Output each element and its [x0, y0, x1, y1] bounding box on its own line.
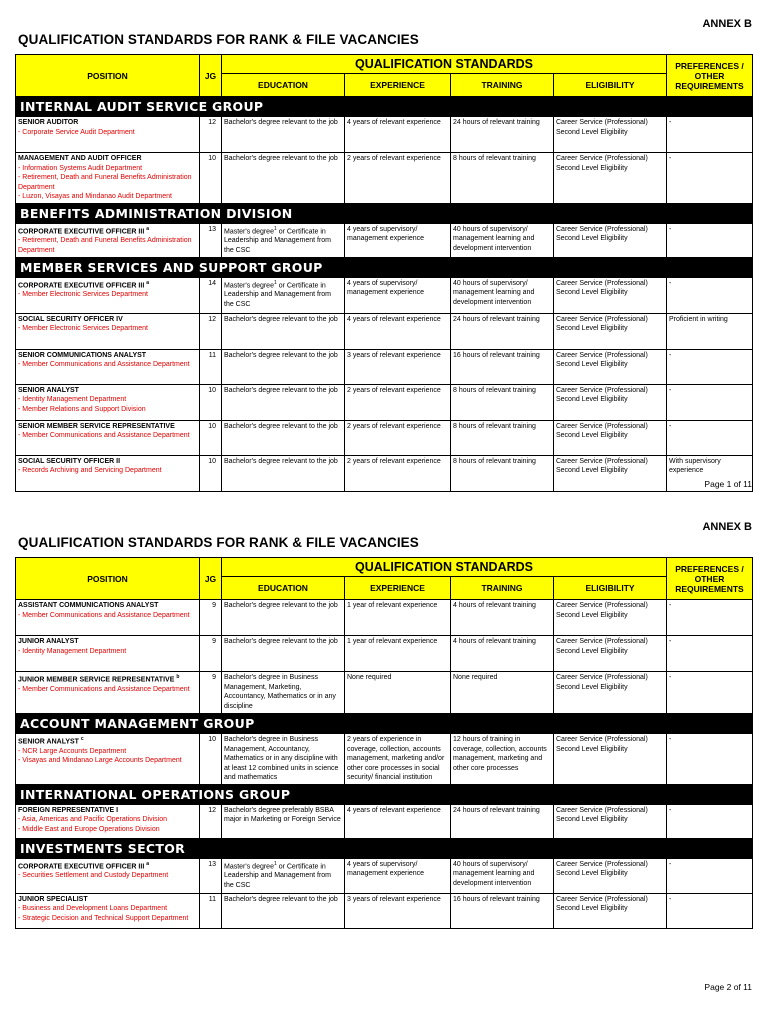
experience-cell: 1 year of relevant experience: [345, 636, 451, 672]
education-text: Bachelor's degree relevant to the job: [224, 386, 338, 394]
department-unit: - Asia, Americas and Pacific Operations Division: [18, 816, 168, 823]
department-unit: - Securities Settlement and Custody Department: [18, 872, 169, 880]
education-text-rest: or Certificate in Leadership and Management from the CSC: [224, 281, 332, 308]
department-unit: - Records Archiving and Servicing Department: [18, 467, 162, 474]
training-cell: 16 hours of relevant training: [451, 893, 554, 928]
position-title: [18, 673, 197, 685]
education-cell: [222, 804, 345, 838]
training-cell: 24 hours of relevant training: [451, 804, 554, 838]
table-row: [16, 636, 753, 672]
table-row: [16, 117, 753, 153]
header-qualification-standards: QUALIFICATION STANDARDS: [222, 558, 667, 577]
position-cell: [16, 636, 200, 672]
position-title-text: FOREIGN REPRESENTATIVE I: [18, 806, 119, 814]
eligibility-cell: Career Service (Professional) Second Level Eligibility: [554, 600, 667, 636]
education-text: Bachelor's degree relevant to the job: [224, 895, 338, 903]
position-title-text: CORPORATE EXECUTIVE OFFICER III: [18, 281, 145, 289]
position-title: [18, 806, 197, 816]
position-title: [18, 895, 197, 905]
header-preferences: PREFERENCES / OTHER REQUIREMENTS: [667, 55, 753, 97]
preferences-cell: -: [667, 384, 753, 420]
eligibility-cell: Career Service (Professional) Second Level Eligibility: [554, 636, 667, 672]
header-qualification-standards: QUALIFICATION STANDARDS: [222, 55, 667, 74]
education-text: Bachelor's degree relevant to the job: [224, 119, 338, 126]
table-row: [16, 153, 753, 204]
table-row: [16, 384, 753, 420]
eligibility-cell: Career Service (Professional) Second Level Eligibility: [554, 313, 667, 349]
page-title: QUALIFICATION STANDARDS FOR RANK & FILE VACANCIES: [18, 535, 419, 550]
position-cell: [16, 455, 200, 491]
education-text: Bachelor's degree in Business Management, Accountancy, Mathematics or in any discipline with at least 12 combined units in science and mathematics: [224, 736, 339, 781]
department-unit: - Member Communications and Assistance Department: [18, 685, 190, 693]
eligibility-cell: Career Service (Professional) Second Level Eligibility: [554, 277, 667, 313]
position-title-text: SENIOR MEMBER SERVICE REPRESENTATIVE: [18, 422, 175, 430]
preferences-cell: -: [667, 153, 753, 204]
training-cell: 4 hours of relevant training: [451, 636, 554, 672]
education-footnote-mark: 1: [273, 225, 277, 232]
education-text: Master's degree: [224, 227, 274, 235]
experience-cell: 4 years of relevant experience: [345, 117, 451, 153]
eligibility-cell: Career Service (Professional) Second Level Eligibility: [554, 455, 667, 491]
jg-cell: 10: [200, 455, 222, 491]
header-experience: EXPERIENCE: [345, 577, 451, 600]
table-row: [16, 893, 753, 928]
position-title-text: SOCIAL SECURITY OFFICER IV: [18, 315, 123, 323]
position-title: [18, 351, 197, 361]
group-name: ACCOUNT MANAGEMENT GROUP: [16, 714, 753, 734]
experience-cell: 2 years of experience in coverage, collection, accounts management, marketing and/or other core processes in social security/ financial institution: [345, 734, 451, 785]
position-cell: [16, 858, 200, 893]
header-position: POSITION: [16, 55, 200, 97]
position-title-text: JUNIOR MEMBER SERVICE REPRESENTATIVE: [18, 676, 175, 684]
position-title: [18, 386, 197, 396]
position-footnote-mark: a: [146, 279, 150, 286]
position-title-text: SENIOR ANALYST: [18, 386, 79, 394]
table-row: [16, 734, 753, 785]
position-title: [18, 315, 197, 325]
position-title-text: MANAGEMENT AND AUDIT OFFICER: [18, 155, 142, 162]
education-text-rest: or Certificate in Leadership and Management from the CSC: [224, 862, 332, 889]
education-cell: [222, 734, 345, 785]
jg-cell: 12: [200, 804, 222, 838]
training-cell: 8 hours of relevant training: [451, 153, 554, 204]
experience-cell: 2 years of relevant experience: [345, 384, 451, 420]
position-cell: [16, 600, 200, 636]
education-text-rest: or Certificate in Leadership and Management from the CSC: [224, 227, 332, 254]
training-cell: 24 hours of relevant training: [451, 313, 554, 349]
page-number: Page 1 of 11: [704, 479, 752, 489]
header-training: TRAINING: [451, 577, 554, 600]
jg-cell: 9: [200, 672, 222, 714]
education-text: Master's degree: [224, 281, 274, 289]
header-preferences: PREFERENCES / OTHER REQUIREMENTS: [667, 558, 753, 600]
position-title: [18, 118, 197, 128]
experience-cell: 4 years of supervisory/ management experience: [345, 277, 451, 313]
page-number: Page 2 of 11: [704, 982, 752, 992]
training-cell: 24 hours of relevant training: [451, 117, 554, 153]
eligibility-cell: Career Service (Professional) Second Level Eligibility: [554, 420, 667, 455]
position-cell: [16, 672, 200, 714]
group-header-row: [16, 257, 753, 277]
experience-cell: 4 years of supervisory/ management experience: [345, 223, 451, 257]
experience-cell: None required: [345, 672, 451, 714]
eligibility-cell: Career Service (Professional) Second Level Eligibility: [554, 349, 667, 384]
annex-label: ANNEX B: [702, 18, 752, 30]
department-unit: - Member Electronic Services Department: [18, 325, 148, 332]
position-cell: [16, 277, 200, 313]
document-page: [0, 503, 768, 1006]
preferences-cell: -: [667, 349, 753, 384]
department-unit: - Retirement, Death and Funeral Benefits Administration Department: [18, 174, 192, 191]
group-header-row: [16, 714, 753, 734]
header-jg: JG: [200, 55, 222, 97]
education-footnote-mark: 1: [273, 279, 277, 286]
position-title: [18, 457, 197, 467]
training-cell: 40 hours of supervisory/ management learning and development intervention: [451, 277, 554, 313]
education-cell: [222, 420, 345, 455]
group-name: MEMBER SERVICES AND SUPPORT GROUP: [16, 257, 753, 277]
table-row: [16, 455, 753, 491]
jg-cell: 13: [200, 223, 222, 257]
jg-cell: 11: [200, 893, 222, 928]
education-text: Bachelor's degree relevant to the job: [224, 155, 338, 162]
jg-cell: 9: [200, 636, 222, 672]
experience-cell: 1 year of relevant experience: [345, 600, 451, 636]
department-unit: - Member Relations and Support Division: [18, 405, 146, 413]
eligibility-cell: Career Service (Professional) Second Level Eligibility: [554, 893, 667, 928]
department-unit: - Information Systems Audit Department: [18, 164, 143, 172]
position-cell: [16, 734, 200, 785]
department-unit: - Retirement, Death and Funeral Benefits Administration Department: [18, 237, 192, 254]
jg-cell: 12: [200, 313, 222, 349]
education-cell: [222, 349, 345, 384]
table-row: [16, 858, 753, 893]
header-education: EDUCATION: [222, 74, 345, 97]
header-jg: JG: [200, 558, 222, 600]
education-text: Master's degree: [224, 862, 274, 870]
department-unit: - Identity Management Department: [18, 396, 127, 403]
jg-cell: 10: [200, 384, 222, 420]
education-text: Bachelor's degree relevant to the job: [224, 638, 338, 645]
position-cell: [16, 313, 200, 349]
preferences-cell: -: [667, 672, 753, 714]
position-footnote-mark: a: [146, 225, 150, 232]
department-unit: - Middle East and Europe Operations Division: [18, 825, 160, 833]
department-unit: - Business and Development Loans Department: [18, 905, 168, 912]
eligibility-cell: Career Service (Professional) Second Level Eligibility: [554, 384, 667, 420]
position-title-text: SENIOR COMMUNICATIONS ANALYST: [18, 351, 147, 359]
preferences-cell: -: [667, 734, 753, 785]
education-cell: [222, 600, 345, 636]
group-header-row: [16, 97, 753, 117]
position-footnote-mark: b: [176, 674, 180, 680]
document-page: [0, 0, 768, 503]
preferences-cell: -: [667, 600, 753, 636]
education-cell: [222, 672, 345, 714]
preferences-cell: -: [667, 858, 753, 893]
department-unit: - Strategic Decision and Technical Support Department: [18, 914, 189, 922]
group-header-row: [16, 203, 753, 223]
group-name: BENEFITS ADMINISTRATION DIVISION: [16, 203, 753, 223]
jg-cell: 10: [200, 734, 222, 785]
training-cell: 12 hours of training in coverage, collection, accounts management, marketing and other core processes: [451, 734, 554, 785]
position-title: [18, 735, 197, 747]
department-unit: - Member Communications and Assistance Department: [18, 611, 190, 619]
position-title: [18, 637, 197, 647]
preferences-cell: -: [667, 636, 753, 672]
position-footnote-mark: c: [80, 736, 84, 742]
qualification-table: [15, 54, 753, 492]
experience-cell: 2 years of relevant experience: [345, 420, 451, 455]
education-cell: [222, 455, 345, 491]
education-text: Bachelor's degree relevant to the job: [224, 602, 338, 609]
group-name: INTERNATIONAL OPERATIONS GROUP: [16, 784, 753, 804]
department-unit: - Member Communications and Assistance Department: [18, 432, 190, 439]
training-cell: 8 hours of relevant training: [451, 420, 554, 455]
table-row: [16, 349, 753, 384]
department-unit: - Visayas and Mindanao Large Accounts Department: [18, 757, 182, 765]
position-title: [18, 422, 197, 432]
department-unit: - Luzon, Visayas and Mindanao Audit Department: [18, 193, 172, 200]
education-text: Bachelor's degree relevant to the job: [224, 351, 338, 359]
qualification-table: [15, 557, 753, 929]
training-cell: 8 hours of relevant training: [451, 455, 554, 491]
position-title-text: JUNIOR SPECIALIST: [18, 895, 88, 903]
department-unit: - Member Communications and Assistance Department: [18, 361, 190, 368]
experience-cell: 2 years of relevant experience: [345, 455, 451, 491]
department-unit: - Identity Management Department: [18, 647, 127, 655]
table-row: [16, 223, 753, 257]
eligibility-cell: Career Service (Professional) Second Level Eligibility: [554, 858, 667, 893]
table-row: [16, 277, 753, 313]
jg-cell: 11: [200, 349, 222, 384]
header-education: EDUCATION: [222, 577, 345, 600]
training-cell: 8 hours of relevant training: [451, 384, 554, 420]
table-row: [16, 600, 753, 636]
position-title-text: SENIOR AUDITOR: [18, 119, 79, 126]
position-title-text: CORPORATE EXECUTIVE OFFICER III: [18, 862, 145, 870]
jg-cell: 13: [200, 858, 222, 893]
position-title: [18, 154, 197, 164]
position-cell: [16, 349, 200, 384]
position-title: [18, 225, 197, 237]
education-cell: [222, 893, 345, 928]
position-cell: [16, 117, 200, 153]
table-row: [16, 313, 753, 349]
jg-cell: 12: [200, 117, 222, 153]
experience-cell: 4 years of relevant experience: [345, 804, 451, 838]
training-cell: None required: [451, 672, 554, 714]
education-cell: [222, 636, 345, 672]
education-cell: [222, 384, 345, 420]
position-cell: [16, 223, 200, 257]
header-eligibility: ELIGIBILITY: [554, 577, 667, 600]
education-cell: [222, 223, 345, 257]
experience-cell: 3 years of relevant experience: [345, 893, 451, 928]
header-position: POSITION: [16, 558, 200, 600]
position-title-text: JUNIOR ANALYST: [18, 638, 79, 645]
education-footnote-mark: 1: [273, 860, 277, 867]
training-cell: 40 hours of supervisory/ management learning and development intervention: [451, 223, 554, 257]
experience-cell: 4 years of relevant experience: [345, 313, 451, 349]
position-cell: [16, 804, 200, 838]
education-cell: [222, 117, 345, 153]
group-header-row: [16, 838, 753, 858]
page-title: QUALIFICATION STANDARDS FOR RANK & FILE VACANCIES: [18, 32, 419, 47]
position-title-text: SENIOR ANALYST: [18, 738, 79, 746]
header-row: [16, 55, 753, 74]
education-text: Bachelor's degree relevant to the job: [224, 457, 338, 465]
eligibility-cell: Career Service (Professional) Second Level Eligibility: [554, 153, 667, 204]
training-cell: 40 hours of supervisory/ management learning and development intervention: [451, 858, 554, 893]
education-text: Bachelor's degree in Business Management, Marketing, Accountancy, Mathematics or in any discipline: [224, 674, 336, 710]
position-cell: [16, 420, 200, 455]
preferences-cell: -: [667, 223, 753, 257]
eligibility-cell: Career Service (Professional) Second Level Eligibility: [554, 734, 667, 785]
header-row: [16, 558, 753, 577]
position-title: [18, 279, 197, 291]
eligibility-cell: Career Service (Professional) Second Level Eligibility: [554, 672, 667, 714]
jg-cell: 10: [200, 153, 222, 204]
education-cell: [222, 858, 345, 893]
education-text: Bachelor's degree relevant to the job: [224, 422, 338, 430]
group-name: INVESTMENTS SECTOR: [16, 838, 753, 858]
table-row: [16, 420, 753, 455]
annex-label: ANNEX B: [702, 521, 752, 533]
preferences-cell: -: [667, 117, 753, 153]
department-unit: - Member Electronic Services Department: [18, 291, 148, 299]
eligibility-cell: Career Service (Professional) Second Level Eligibility: [554, 804, 667, 838]
jg-cell: 10: [200, 420, 222, 455]
position-title: [18, 860, 197, 872]
training-cell: 4 hours of relevant training: [451, 600, 554, 636]
training-cell: 16 hours of relevant training: [451, 349, 554, 384]
preferences-cell: With supervisory experience: [667, 455, 753, 491]
position-cell: [16, 893, 200, 928]
table-row: [16, 804, 753, 838]
position-title: [18, 601, 197, 611]
education-cell: [222, 313, 345, 349]
eligibility-cell: Career Service (Professional) Second Level Eligibility: [554, 117, 667, 153]
experience-cell: 2 years of relevant experience: [345, 153, 451, 204]
education-cell: [222, 153, 345, 204]
preferences-cell: -: [667, 893, 753, 928]
education-cell: [222, 277, 345, 313]
eligibility-cell: Career Service (Professional) Second Level Eligibility: [554, 223, 667, 257]
education-text: Bachelor's degree relevant to the job: [224, 315, 338, 323]
jg-cell: 14: [200, 277, 222, 313]
header-eligibility: ELIGIBILITY: [554, 74, 667, 97]
table-row: [16, 672, 753, 714]
position-cell: [16, 153, 200, 204]
education-text: Bachelor's degree preferably BSBA major in Marketing or Foreign Service: [224, 806, 341, 823]
preferences-cell: -: [667, 420, 753, 455]
department-unit: - NCR Large Accounts Department: [18, 747, 127, 755]
group-name: INTERNAL AUDIT SERVICE GROUP: [16, 97, 753, 117]
position-title-text: CORPORATE EXECUTIVE OFFICER III: [18, 227, 145, 235]
position-title-text: SOCIAL SECURITY OFFICER II: [18, 457, 121, 465]
header-experience: EXPERIENCE: [345, 74, 451, 97]
preferences-cell: -: [667, 804, 753, 838]
position-cell: [16, 384, 200, 420]
header-training: TRAINING: [451, 74, 554, 97]
position-title-text: ASSISTANT COMMUNICATIONS ANALYST: [18, 602, 159, 609]
preferences-cell: Proficient in writing: [667, 313, 753, 349]
group-header-row: [16, 784, 753, 804]
position-footnote-mark: a: [146, 860, 150, 867]
jg-cell: 9: [200, 600, 222, 636]
experience-cell: 4 years of supervisory/ management experience: [345, 858, 451, 893]
department-unit: - Corporate Service Audit Department: [18, 128, 135, 136]
experience-cell: 3 years of relevant experience: [345, 349, 451, 384]
preferences-cell: -: [667, 277, 753, 313]
